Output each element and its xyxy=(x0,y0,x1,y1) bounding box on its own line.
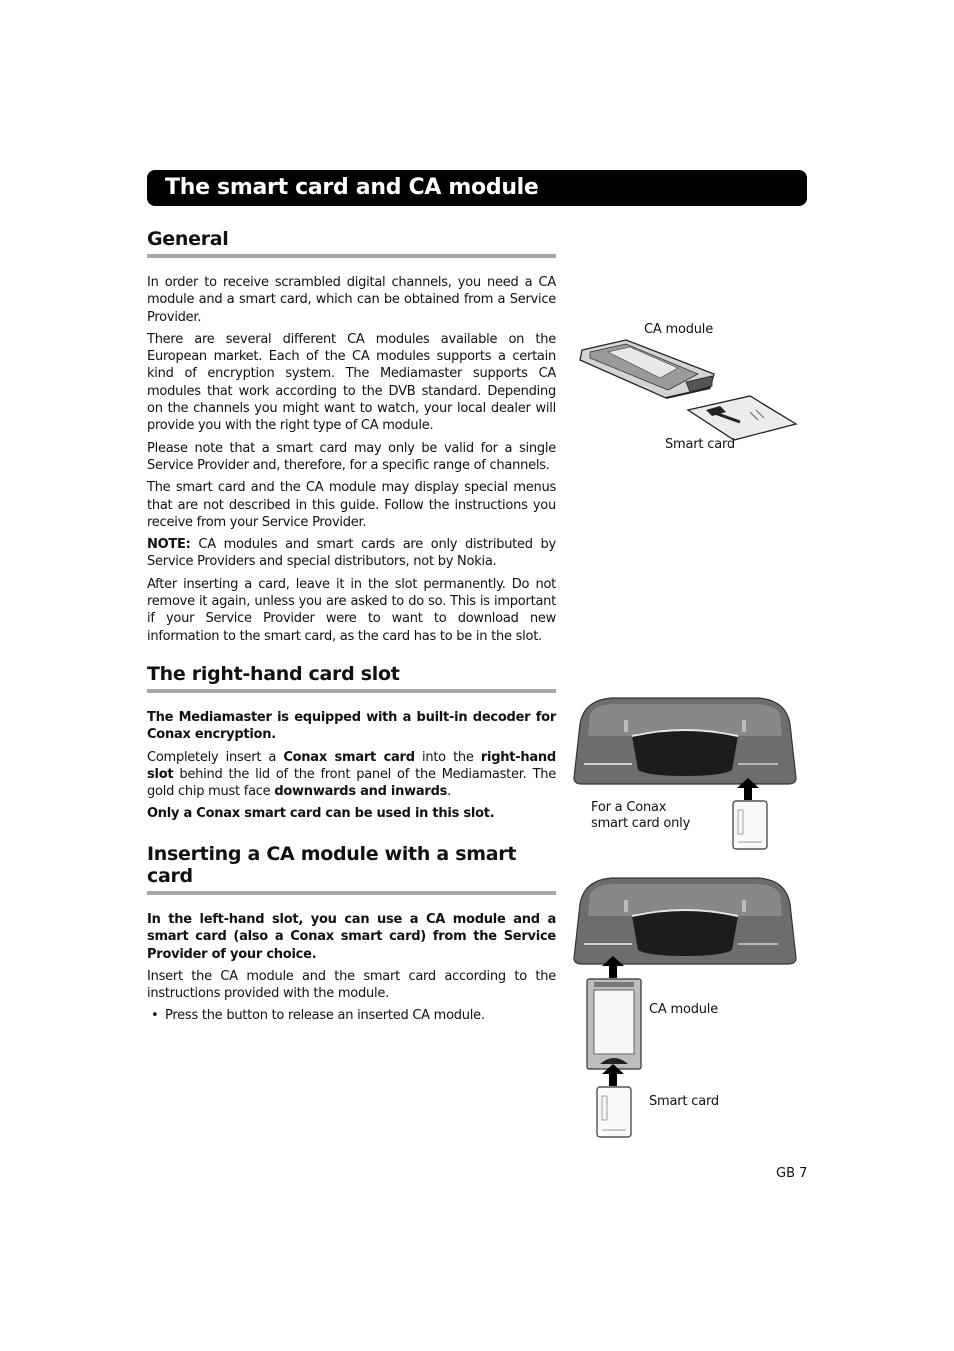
ca-module-front-illustration xyxy=(586,978,642,1070)
conax-smart-card-illustration xyxy=(732,800,768,850)
right-slot-body xyxy=(147,709,556,823)
text-run-bold: right-hand slot xyxy=(147,749,556,782)
general-paragraph-1: In order to receive scrambled digital channels, you need a CA module and a smart card, which can be obtained from a Service Provider. xyxy=(147,275,556,325)
general-body xyxy=(147,274,556,645)
inserting-paragraph-1: In the left-hand slot, you can use a CA module and a smart card (also a Conax smart card) from the Service Provider of your choice. xyxy=(147,912,556,962)
page-title: The smart card and CA module xyxy=(165,175,539,200)
section-inserting xyxy=(147,843,556,1025)
right-slot-paragraph-1: The Mediamaster is equipped with a built-in decoder for Conax encryption. xyxy=(147,710,556,743)
arrow-up-icon xyxy=(737,778,759,800)
text-run: Completely insert a xyxy=(147,749,284,765)
title-bar xyxy=(147,170,807,206)
fig2-caption-line-1: For a Conax xyxy=(591,800,667,815)
general-note xyxy=(147,536,556,571)
general-paragraph-2: There are several different CA modules available on the European market. Each of the CA modules supports a certain kind of encryption system. The Mediamaster supports CA modules that work according to the DVB standard. Depending on the channels you might want to watch, your local dealer will provide you with the right type of CA module. xyxy=(147,331,556,434)
heading-right-hand-slot: The right-hand card slot xyxy=(147,663,556,693)
page-number: GB 7 xyxy=(776,1166,808,1181)
general-paragraph-4: The smart card and the CA module may display special menus that are not described in this guide. Follow the instructions you receive from your Service Provider. xyxy=(147,480,556,530)
mediamaster-front-illustration-2 xyxy=(572,874,798,966)
fig3-ca-module-label: CA module xyxy=(649,1002,719,1017)
heading-inserting: Inserting a CA module with a smart card xyxy=(147,843,556,895)
fig2-caption xyxy=(591,800,690,832)
section-right-hand-slot xyxy=(147,663,556,828)
general-paragraph-3: Please note that a smart card may only be valid for a single Service Provider and, therefore, for a specific range of channels. xyxy=(147,440,556,473)
text-run-bold: downwards and inwards xyxy=(274,784,448,800)
arrow-up-icon xyxy=(602,956,624,978)
fig2-caption-line-2: smart card only xyxy=(591,816,691,831)
heading-general: General xyxy=(147,228,556,258)
fig3-smart-card-label: Smart card xyxy=(649,1094,719,1109)
right-slot-paragraph-2 xyxy=(147,749,556,801)
fig1-ca-module-label: CA module xyxy=(644,322,714,337)
note-text: CA modules and smart cards are only distributed by Service Providers and special distributors, not by Nokia. xyxy=(147,537,556,570)
inserting-list xyxy=(147,1007,556,1024)
inserting-paragraph-2: Insert the CA module and the smart card according to the instructions provided with the module. xyxy=(147,968,556,1002)
text-run: behind the lid of the front panel of the Mediamaster. The gold chip must face xyxy=(147,766,556,800)
inserting-body xyxy=(147,911,556,1025)
general-paragraph-6: After inserting a card, leave it in the slot permanently. Do not remove it again, unless you are asked to do so. This is important if your Service Provider were to want to download new information to the smart card, as the card has to be in the slot. xyxy=(147,576,556,644)
smart-card-front-illustration xyxy=(596,1086,632,1138)
text-run: into the xyxy=(414,749,481,765)
arrow-up-icon xyxy=(602,1064,624,1086)
mediamaster-front-illustration xyxy=(572,694,798,786)
text-run: . xyxy=(447,784,452,800)
fig1-smart-card-label: Smart card xyxy=(665,437,735,452)
list-item: • Press the button to release an inserted CA module. xyxy=(147,1007,556,1024)
right-slot-paragraph-3: Only a Conax smart card can be used in this slot. xyxy=(147,806,495,822)
section-general xyxy=(147,228,556,650)
text-run-bold: Conax smart card xyxy=(283,749,415,765)
note-label: NOTE: xyxy=(147,537,191,553)
